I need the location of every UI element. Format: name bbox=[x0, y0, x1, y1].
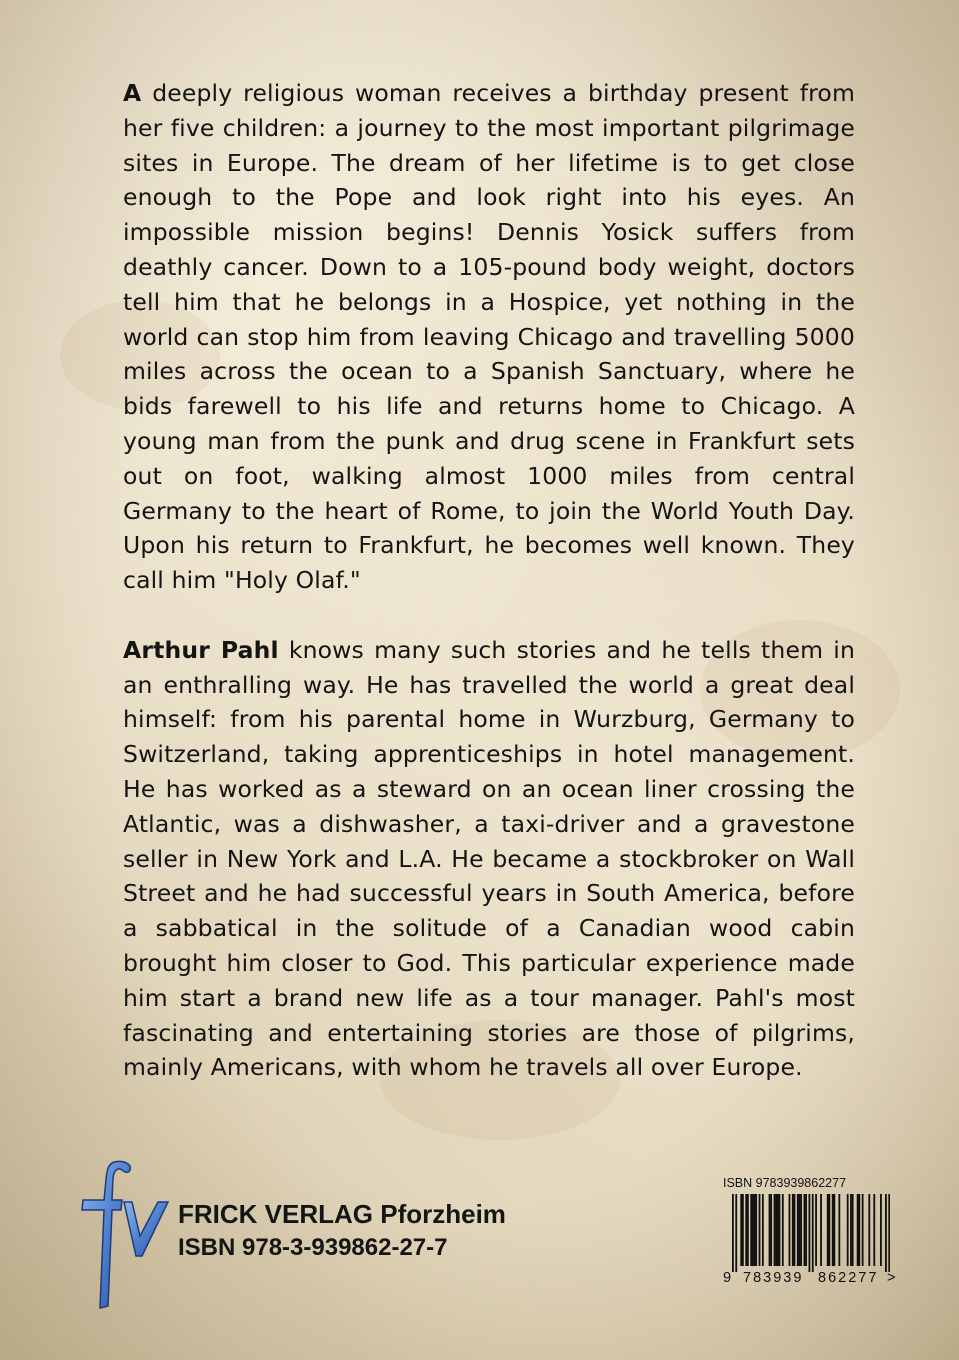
barcode-bar bbox=[873, 1194, 875, 1266]
blurb-drop-lead: A bbox=[123, 79, 142, 107]
barcode-bar bbox=[789, 1194, 791, 1266]
barcode-digits-left: 783939 bbox=[743, 1270, 804, 1286]
barcode-bar bbox=[759, 1194, 761, 1266]
barcode-bar bbox=[815, 1194, 817, 1266]
barcode-bar bbox=[885, 1194, 887, 1272]
publisher-name: FRICK VERLAG Pforzheim bbox=[178, 1199, 506, 1229]
barcode-bar bbox=[862, 1194, 864, 1266]
barcode-bar bbox=[747, 1194, 749, 1266]
barcode-bar bbox=[779, 1194, 781, 1266]
barcode-bar bbox=[750, 1194, 752, 1266]
barcode-bar bbox=[735, 1194, 737, 1272]
barcode-bar bbox=[742, 1194, 744, 1266]
barcode-bar bbox=[852, 1194, 854, 1266]
barcode-first-digit: 9 bbox=[723, 1270, 732, 1286]
barcode-bar bbox=[777, 1194, 779, 1266]
barcode-bar bbox=[745, 1194, 747, 1266]
barcode-bar bbox=[857, 1194, 859, 1266]
barcode-bar bbox=[794, 1194, 796, 1266]
blurb-paragraph-2 bbox=[123, 633, 855, 1085]
barcode-bar bbox=[847, 1194, 849, 1266]
barcode-bar bbox=[809, 1194, 811, 1272]
barcode-bar bbox=[804, 1194, 806, 1266]
barcode-bar bbox=[755, 1194, 757, 1266]
barcode-bar bbox=[774, 1194, 776, 1266]
barcode-bar bbox=[828, 1194, 830, 1266]
barcode-bar bbox=[740, 1194, 742, 1266]
logo-letter-v bbox=[124, 1202, 168, 1256]
barcode-bar bbox=[858, 1194, 860, 1266]
barcode-bars bbox=[732, 1194, 890, 1272]
publisher-isbn: ISBN 978-3-939862-27-7 bbox=[178, 1234, 448, 1261]
barcode-bar bbox=[775, 1194, 777, 1266]
blurb-paragraph-1 bbox=[123, 76, 855, 598]
fv-logo-icon bbox=[78, 1158, 170, 1310]
barcode-bar bbox=[792, 1194, 794, 1266]
barcode-bar bbox=[797, 1194, 799, 1266]
barcode-bar bbox=[850, 1194, 852, 1266]
barcode-bar bbox=[732, 1194, 734, 1272]
barcode-bar bbox=[752, 1194, 754, 1266]
barcode-bar bbox=[762, 1194, 764, 1266]
barcode-bar bbox=[832, 1194, 834, 1266]
blurb-paragraph-2-text: knows many such stories and he tells them in an enthralling way. He has travelled the world a great deal himself: from his parental home in Wurzburg, Germany to Switzerland, taking apprenticeships in hotel management. He has worked as a steward on an ocean liner crossing the Atlantic, was a dishwasher, a taxi-driver and a gravestone seller in New York and L.A. He became a stockbroker on Wall Street and he had successful years in South America, before a sabbatical in the solitude of a Canadian wood cabin brought him closer to God. This particular experience made him start a brand new life as a tour manager. Pahl's most fascinating and entertaining stories are those of pilgrims, mainly Americans, with whom he travels all over Europe. bbox=[123, 635, 855, 1082]
barcode-bar bbox=[880, 1194, 882, 1266]
barcode-bar bbox=[820, 1194, 822, 1266]
blurb-paragraph-1-text: deeply religious woman receives a birthday present from her five children: a journey to the most important pilgrimage sites in Europe. The dream of her lifetime is to get close enough to the Pope and look right into his eyes. An impossible mission begins! Dennis Yosick suffers from deathly cancer. Down to a 105-pound body weight, doctors tell him that he belongs in a Hospice, yet nothing in the world can stop him from leaving Chicago and travelling 5000 miles across the ocean to a Spanish Sanctuary, where he bids farewell to his life and returns home to Chicago. A young man from the punk and drug scene in Frankfurt sets out on foot, walking almost 1000 miles from central Germany to the heart of Rome, to join the World Youth Day. Upon his return to Frankfurt, he becomes well known. They call him "Holy Olaf." bbox=[123, 79, 855, 595]
barcode-bar bbox=[833, 1194, 835, 1266]
barcode-bar bbox=[754, 1194, 756, 1266]
barcode-bar bbox=[812, 1194, 814, 1272]
logo-letter-f bbox=[82, 1161, 130, 1308]
barcode-bar bbox=[782, 1194, 784, 1266]
author-name: Arthur Pahl bbox=[123, 635, 279, 664]
barcode-bar bbox=[770, 1194, 772, 1266]
barcode-bar bbox=[868, 1194, 870, 1266]
barcode-bar bbox=[805, 1194, 807, 1266]
barcode-bar bbox=[888, 1194, 890, 1272]
cover-blurb bbox=[123, 76, 855, 1085]
barcode-bar bbox=[769, 1194, 771, 1266]
barcode-bar bbox=[827, 1194, 829, 1266]
barcode-quiet-zone-marker: > bbox=[887, 1270, 896, 1286]
barcode-digits-right: 862277 bbox=[818, 1270, 879, 1286]
barcode-bar bbox=[800, 1194, 802, 1266]
barcode-isbn-label: ISBN 9783939862277 bbox=[723, 1176, 847, 1190]
isbn-barcode bbox=[723, 1176, 901, 1296]
barcode-bar bbox=[838, 1194, 840, 1266]
barcode-bar bbox=[799, 1194, 801, 1266]
